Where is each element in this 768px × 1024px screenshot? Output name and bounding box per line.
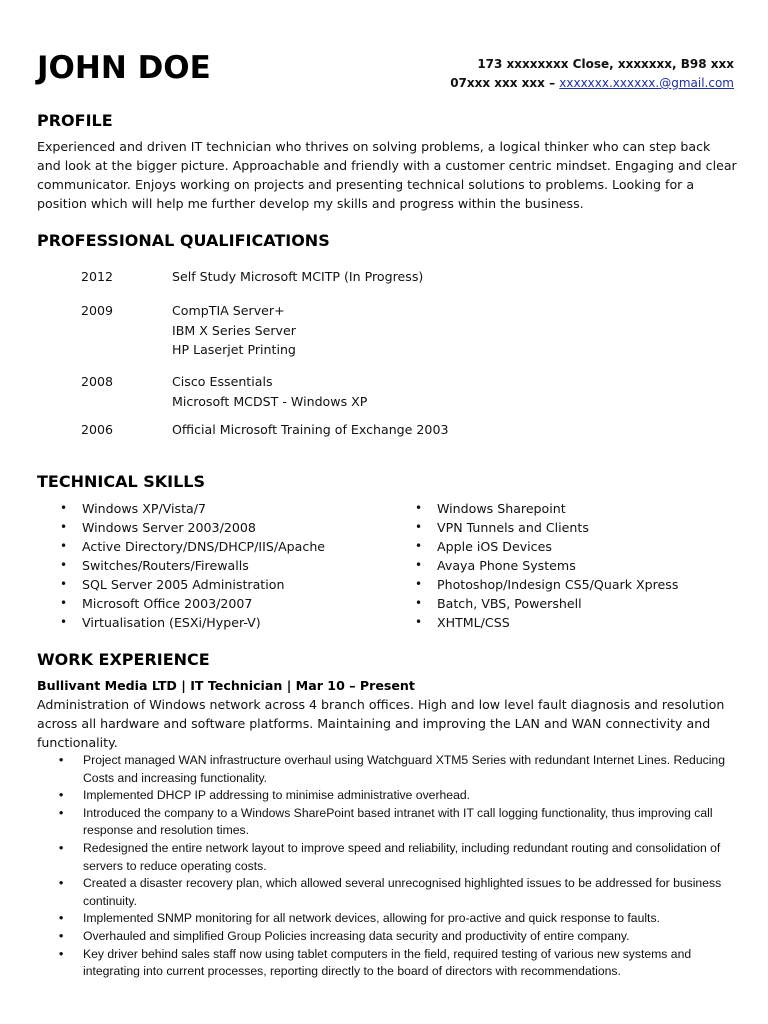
contact-block (450, 55, 734, 93)
phone-email-line (450, 74, 734, 93)
qualification-item: Microsoft MCDST - Windows XP (172, 393, 368, 409)
skill-item: • Active Directory/DNS/DHCP/IIS/Apache (57, 537, 325, 556)
qualification-item: Cisco Essentials (172, 374, 273, 389)
achievement-item: • Created a disaster recovery plan, which allowed several unrecognised highlighted issues to be addressed for business continuity. (57, 875, 737, 910)
email-link[interactable]: xxxxxxx.xxxxxx.@gmail.com (559, 76, 734, 90)
work-heading: WORK EXPERIENCE (37, 650, 210, 669)
skills-list-right (412, 499, 678, 632)
phone-number: 07xxx xxx xxx – (450, 76, 560, 90)
qualification-year: 2006 (81, 422, 114, 437)
qualification-item: Official Microsoft Training of Exchange 2003 (172, 422, 449, 437)
skill-item: • Windows Server 2003/2008 (57, 518, 325, 537)
qualification-item: HP Laserjet Printing (172, 342, 296, 357)
qualification-item: CompTIA Server+ (172, 303, 285, 318)
qualification-year: 2009 (81, 303, 114, 318)
achievement-item: • Implemented DHCP IP addressing to minimise administrative overhead. (57, 787, 737, 805)
skill-item: • SQL Server 2005 Administration (57, 575, 325, 594)
skill-item: • Avaya Phone Systems (412, 556, 678, 575)
profile-text: Experienced and driven IT technician who thrives on solving problems, a logical thinker who can step back and look at the bigger picture. Approachable and friendly with a customer centric mindset. Engaging and clear communicator. Enjoys working on projects and presenting technical solutions to problems. Looking for a position which will help me further develop my skills and progress within the business. (37, 139, 737, 211)
job-title: Bullivant Media LTD | IT Technician | Mar 10 – Present (37, 678, 415, 693)
skill-item: • Photoshop/Indesign CS5/Quark Xpress (412, 575, 678, 594)
skill-item: • Switches/Routers/Firewalls (57, 556, 325, 575)
skills-list-left (57, 499, 325, 632)
qualification-item: IBM X Series Server (172, 322, 296, 338)
skill-item: • XHTML/CSS (412, 613, 678, 632)
achievement-item: • Project managed WAN infrastructure overhaul using Watchguard XTM5 Series with redundant Internet Lines. Reducing Costs and increasing functionality. (57, 752, 737, 787)
skill-item: • Windows Sharepoint (412, 499, 678, 518)
achievement-item: • Introduced the company to a Windows SharePoint based intranet with IT call logging functionality, thus improving call response and resolution times. (57, 805, 737, 840)
job-summary: Administration of Windows network across 4 branch offices. High and low level fault diagnosis and resolution across all hardware and software platforms. Maintaining and improving the LAN and WAN connectivity and functionality. (37, 697, 725, 750)
achievement-item: • Redesigned the entire network layout to improve speed and reliability, including redundant routing and consolidation of servers to reduce operating costs. (57, 840, 737, 875)
achievement-item: • Key driver behind sales staff now using tablet computers in the field, required testing of various new systems and integrating into current processes, reporting directly to the board of directors with recommendations. (57, 946, 737, 981)
skill-item: • Virtualisation (ESXi/Hyper-V) (57, 613, 325, 632)
skills-heading: TECHNICAL SKILLS (37, 472, 205, 491)
achievement-item: • Implemented SNMP monitoring for all network devices, allowing for pro-active and quick response to faults. (57, 910, 737, 928)
achievement-item: • Overhauled and simplified Group Policies increasing data security and productivity of entire company. (57, 928, 737, 946)
qualifications-heading: PROFESSIONAL QUALIFICATIONS (37, 231, 330, 250)
qualification-year: 2012 (81, 269, 114, 284)
address-line: 173 xxxxxxxx Close, xxxxxxx, B98 xxx (477, 57, 734, 71)
candidate-name: JOHN DOE (37, 50, 211, 86)
skill-item: • VPN Tunnels and Clients (412, 518, 678, 537)
qualification-item: Self Study Microsoft MCITP (In Progress) (172, 269, 424, 284)
qualification-year: 2008 (81, 374, 114, 389)
skill-item: • Microsoft Office 2003/2007 (57, 594, 325, 613)
job-achievements-list (57, 752, 737, 981)
profile-heading: PROFILE (37, 111, 113, 130)
skill-item: • Windows XP/Vista/7 (57, 499, 325, 518)
skill-item: • Batch, VBS, Powershell (412, 594, 678, 613)
skill-item: • Apple iOS Devices (412, 537, 678, 556)
